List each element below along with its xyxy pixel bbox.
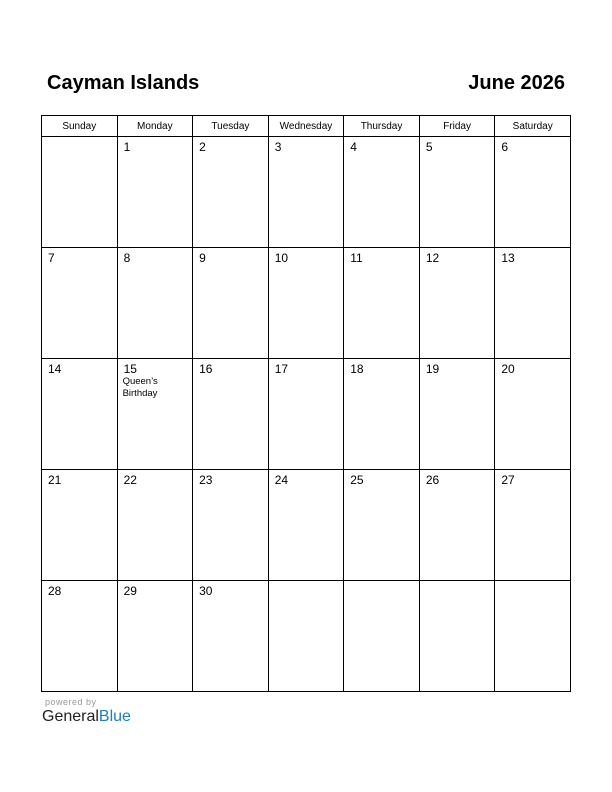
calendar-day-cell [419,470,495,581]
calendar-day-cell [42,137,118,248]
calendar-day-cell [268,137,344,248]
day-number: 3 [274,140,282,154]
weekday-friday: Friday [419,116,495,137]
calendar-day-cell [117,470,193,581]
calendar-day-cell [419,248,495,359]
calendar-day-cell [268,359,344,470]
day-number: 17 [274,362,289,376]
calendar-day-cell [117,137,193,248]
day-number: 12 [425,251,440,265]
weekday-header-row [42,116,571,137]
day-number: 14 [48,362,62,376]
calendar-day-cell [268,470,344,581]
day-number: 24 [274,473,289,487]
day-number: 20 [501,362,515,376]
weekday-monday: Monday [117,116,193,137]
calendar-day-cell [495,248,571,359]
day-number: 23 [199,473,213,487]
calendar-day-cell [495,137,571,248]
day-number: 6 [501,140,509,154]
day-number: 9 [199,251,206,265]
brand-blue: Blue [98,708,131,725]
calendar-day-cell [117,581,193,692]
day-number: 2 [199,140,206,154]
footer-branding [42,697,131,726]
day-number [42,137,117,140]
weekday-tuesday: Tuesday [193,116,269,137]
day-number: 5 [425,140,433,154]
day-number: 8 [123,251,131,265]
weekday-wednesday: Wednesday [268,116,344,137]
day-number [495,581,570,584]
day-number: 15 [123,362,137,376]
calendar-day-cell [193,581,269,692]
calendar-day-cell [42,581,118,692]
day-number: 30 [199,584,213,598]
calendar-day-cell [117,248,193,359]
day-number: 18 [350,362,364,376]
brand-general: General [42,708,99,725]
calendar-day-cell [117,359,193,470]
powered-by-text: powered by [45,697,97,707]
holiday-label: Queen’s Birthday [122,376,158,399]
day-number: 1 [123,140,131,154]
calendar-day-cell [419,137,495,248]
calendar-day-cell [193,359,269,470]
calendar-day-cell [268,248,344,359]
calendar-week-row [42,248,571,359]
calendar-day-cell [193,248,269,359]
day-number: 26 [425,473,440,487]
calendar-day-cell [495,581,571,692]
calendar-country-title: Cayman Islands [47,72,200,94]
weekday-saturday: Saturday [495,116,571,137]
calendar-day-cell [344,137,420,248]
calendar-day-cell [193,137,269,248]
calendar-day-cell [344,470,420,581]
generalblue-logo [42,708,131,726]
calendar-grid [41,115,571,692]
day-number: 13 [501,251,515,265]
calendar-day-cell [344,581,420,692]
day-number: 29 [123,584,137,598]
calendar-week-row [42,359,571,470]
day-number: 27 [501,473,515,487]
calendar-day-cell [193,470,269,581]
weekday-thursday: Thursday [344,116,420,137]
day-number: 22 [123,473,137,487]
calendar-day-cell [42,248,118,359]
day-number: 11 [350,251,363,265]
calendar-day-cell [42,359,118,470]
day-number: 25 [350,473,364,487]
calendar-day-cell [495,470,571,581]
day-number: 19 [425,362,440,376]
calendar-day-cell [495,359,571,470]
calendar-week-row [42,470,571,581]
day-number: 28 [48,584,62,598]
calendar-day-cell [419,581,495,692]
weekday-sunday: Sunday [42,116,118,137]
day-number: 21 [48,473,62,487]
calendar-month-title: June 2026 [468,72,565,94]
day-number [420,581,495,584]
calendar-week-row [42,581,571,692]
calendar-day-cell [268,581,344,692]
day-number: 7 [48,251,55,265]
calendar-day-cell [344,248,420,359]
day-number [269,581,344,584]
calendar-day-cell [419,359,495,470]
calendar-week-row [42,137,571,248]
calendar-day-cell [344,359,420,470]
day-number: 4 [350,140,357,154]
day-number: 10 [274,251,289,265]
day-number: 16 [199,362,213,376]
day-number [344,581,419,584]
calendar-day-cell [42,470,118,581]
